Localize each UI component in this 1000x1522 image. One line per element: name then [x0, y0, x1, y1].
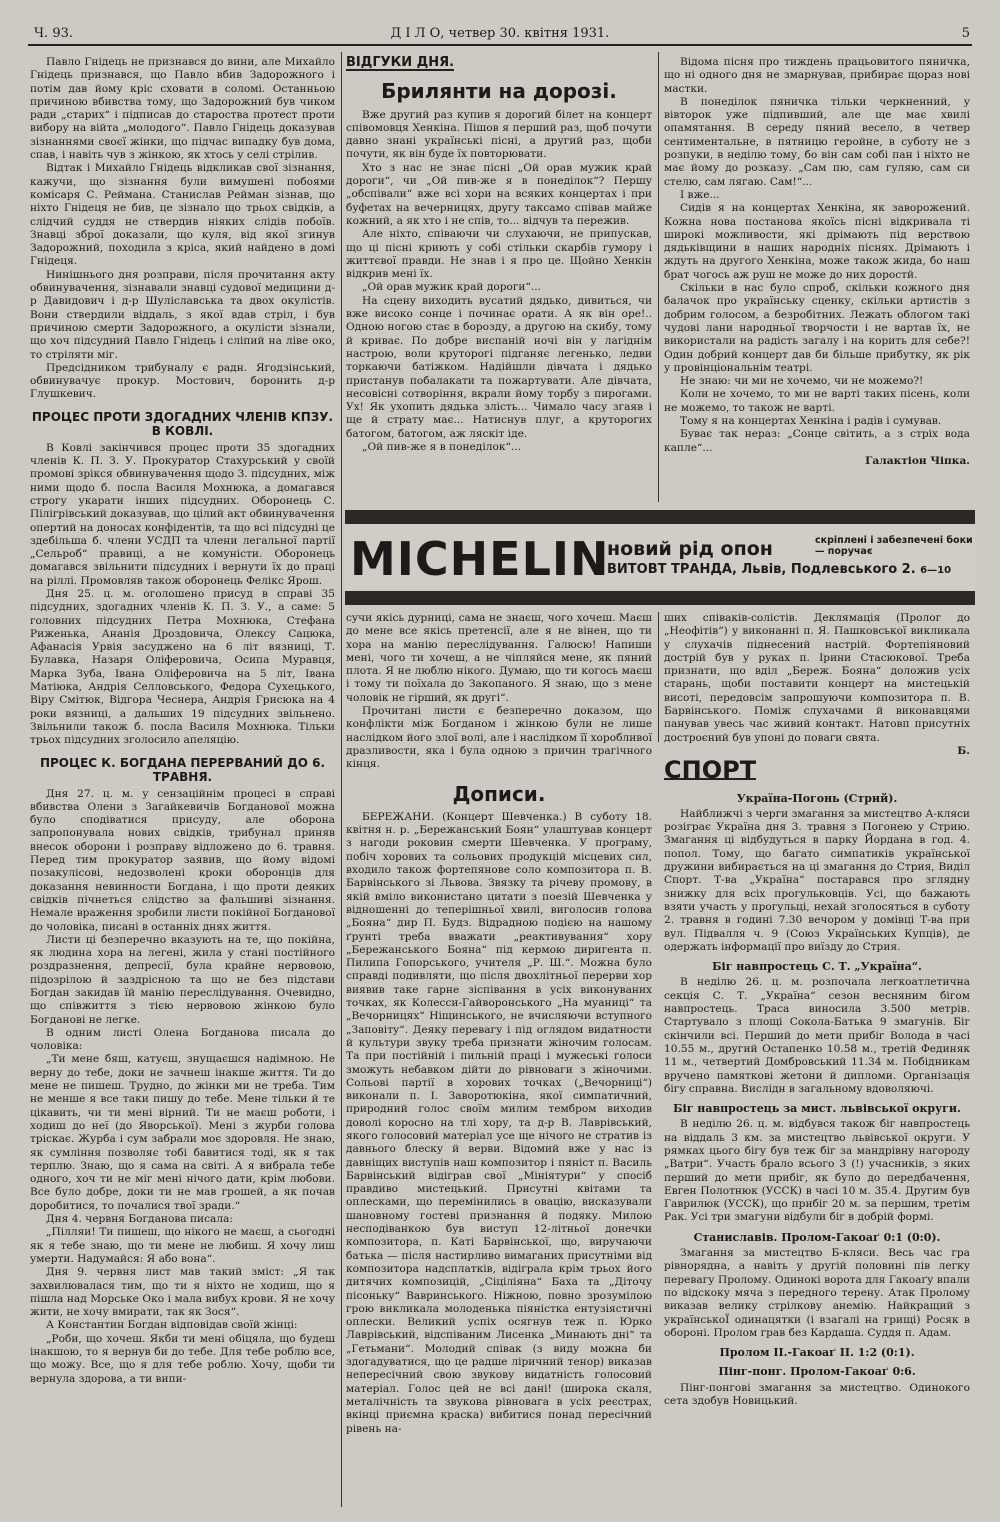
rubric-kicker: ВІДГУКИ ДНЯ. — [346, 56, 455, 70]
article-paragraph: Коли не хочемо, то ми не варті таких пісень, коли не можемо, то також не варті. — [664, 388, 970, 414]
article-paragraph: Буває так нераз: „Сонце світить, а з стріх вода капле“... — [664, 428, 970, 454]
article-paragraph: ших співаків-солістів. Деклямація (Пролог до „Неофітів“) у виконанні п. Я. Пашковської викликала у слухачів піднесений настрій. Фортепіяновий дострій був у руках п. Ірини Стасюкової. Треба признати, що вділ „Береж. Бояна“ доложив усіх старань, щоби поставити концерт на мистецькій висоті, передовсім запрошуючи композитора п. В. Барвінського. Поміж слухачами й виконавцями панував увесь час живий контакт. Натовп присутніх достроєний був упоні до поваги свята. — [664, 612, 970, 744]
article-paragraph: „Пілляи! Ти пишеш, що нікого не маєш, а сьогодні як я тебе знаю, що ти мене не любиш. Я хочу лиш умерти. Надумайся: Я або вона“. — [30, 1226, 335, 1265]
sport-headline: Пролом II.-Гакоаґ II. 1:2 (0:1). — [719, 1346, 915, 1360]
article-paragraph: сучи якісь дурниці, сама не знаєш, чого хочеш. Маєш до мене все якісь претенсії, але я не вінен, що ти хора на манію переслідування. Галюсю! Напиши мені, чого ти хочеш, а не чіпляйся мене, як пяний плота. Я не люблю нікого. Думаю, що ти когось маєш і тому ти поїхала до Закопаного. Я знаю, що з мене чоловік не гірший, як другі“. — [346, 612, 652, 704]
article-paragraph: Павло Гнідець не признався до вини, але Михайло Гнідець признався, що Павло вбив Задорожного і потім дав йому кріс сховати в соломі. Останньою причиною вбивства тому, що Задорожний був чиком ради „старих“ і підписав до староства протест проти вибору на війта „молодого“. Павло Гнідець доказував зізнаннями своєї жінки, що підчас випадку був дома, спав, і навіть чув з жінкою, як хтось у селі стрілив. — [30, 56, 335, 162]
article-paragraph: Дня 9. червня лист мав такий зміст: „Я так захвилювалася тим, що ти я ніхто не ходиш, що я пішла над Морське Око і мала вибух крови. Я не хочу жити, не хочу вмирати, так як Зося“. — [30, 1266, 335, 1319]
article-paragraph: В Ковлі закінчився процес проти 35 здогадних членів К. П. З. У. Прокуратор Стахурський у своїй промові зрікся обвинувачення щодо 3. підсудних, між ними щодо б. посла Василя Мохнюка, а домагався строгу укарати інших підсудних. Оборонець С. Пілігрівський доказував, що цілий акт обвинувачення опертий на доносах конфідентів, та що всі підсудні це здебільша б. члени УСДП та члени легальної партії „Сельроб“ правиці, а не комуністи. Оборонець домагався звільнити підсудних і вернути їх до праці на ріллі. Промовляв також оборонець Фелікс Ярош. — [30, 441, 335, 587]
article-paragraph: „Ти мене бяш, катуєш, знущаєшся надімною. Не верну до тебе, доки не зачнеш інакше життя. Ти до мене не пишеш. Трудно, до жінки ми не треба. Тим не менше я все таки пишу до тебе. Мене тільки й те цікавить, чи ти мені вірний. Ти не маєш роботи, і ходиш до неї (до Яворської). Мені з журби голова тріскає. Журба і сум забрали моє здоровля. Не знаю, як сумління позволяє тобі бавитися тоді, як я так терплю. Знаю, що я сама на світі. А я вибрала тебе одного, хоч ти не міг мені нічого дати, крім любови. Все було добре, доки ти не мав грошей, а як почав доробитися, то почалися твої зради.“ — [30, 1053, 335, 1212]
article-paragraph: Відома пісня про тиждень працьовитого пяничка, що ні одного дня не змарнував, прибирає щораз нові мастки. — [664, 56, 970, 95]
article-paragraph: На сцену виходить вусатий дядько, дивиться, чи вже високо сонце і починає орати. А як він оре!.. Одною ногою стає в борозду, а другою на скибу, тому й криває. По добре виспаній ночі він у лагіднім настрою, воли круторогі підганяє легенько, ледви торкаючи батіжком. Надійшли дівчата і дядько пристанув побалакати та пожартувати. Але дівчата, несовісні сотворіння, вкрали йому торбу з пирогами. Ух! Як ухопить дядька злість... Чимало часу згаяв і ще й страту має... Натиснув плуг, а круторогих батогом, батогом, аж ляскіт іде. — [346, 294, 652, 440]
ad-top-bar — [345, 510, 975, 524]
article-paragraph: БЕРЕЖАНИ. (Концерт Шевченка.) В суботу 18. квітня н. р. „Бережанський Боян“ улаштував концерт з нагоди роковин смерти Шевченка. У програму, побіч хорових та сольових продукцій місцевих сил, входило також фортепянове соло композитора п. В. Барвінського зі Львова. Звязку та річеву промову, в якій вміло виконистано цитати з поезій Шевченка у відношенні до теперішньої хвилі, виголосив голова „Бояна“ дир П. Будз. Відрадною подією на нашому ґрунті треба вважати „реактивування“ хору „Бережанського Бояна“ під кермою диригента п. Пилипа Гопорського, учителя „Р. Ш.“. Можна було справді подивляти, що після двохлітньої перерви хор виявив таке гарне зіспівання в усіх виконуваних точках, як Колесси-Гайворонського „На муаниці“ та „Вечорницях“ Ніщинського, не вчисляючи вступного „Заповіту“. Деяку перевагу і під оглядом видатности й культури звуку треба признати жіночим голосам. Та при постійній і пильній праці і мужеські голоси зможуть небавком дійти до рівноваги з жіночими. Сольові партії в хорових точках („Вечорниці“) виконали п. І. Заворотюкіна, якої симпатичний, природний голос своїм милим тембром виходив доволі коросно на тлі хору, та д-р В. Лаврівський, якого голосовий матеріал усе ще нічого не стратив із давнього блеску й верви. Відомий вже у нас із давніщих виступів наш композитор і пяніст п. Василь Барвінський відіграв свої „Мініятури“ у спосіб правдиво мистецький. Присутні квітами та оплесками, що перемінились в овацію, висказували шановному гостеві признання й подяку. Милою несподіванкою був виступ 12-літньої донечки композитора, п. Каті Барвінської, що, виручаючи батька — після настирливо вимаганих присутніми від композитора надсплатків, відіграла крім трьох його дитячих композицій, „Сіціліяна“ Баха та „Діточу пісоньку“ Вавринського. Ніжною, повно зрозумілою грою викликала молоденька піяністка ентузіястичні оплески. Великий успіх осягнув теж п. Юрко Лаврівський, відспіваним Лисенка „Минають дні“ та „Гетьмани“. Молодий співак (з виду можна би здогадуватися, що це радше ліричний тенор) виказав непересічний свою звукову видатність голосовий матеріал. Голос цей не всі дані! (широка скаля, металічність та звукова рівновага в усіх реєстрах, вкінці приємна краска) вибитися понад пересічний рівень на- — [346, 810, 652, 1435]
ad-line-2 — [607, 562, 951, 577]
article-paragraph: В одним листі Олена Богданова писала до чоловіка: — [30, 1026, 335, 1053]
column-rule — [658, 612, 659, 742]
article-paragraph: Нинішнього дня розправи, після прочитання акту обвинувачення, зізнавали знавці судової медицини д-р Давидович і д-р Шуліславська та двох окулістів. Вони ствердили віддаль, з якої вдав стріл, і був причиною смерти Задорожного, а окулісти зізнали, що хоч підсудний Павло Гнідець і сліпий на ліве око, то стріляти міг. — [30, 268, 335, 361]
column-right-bottom — [664, 612, 970, 1508]
article-paragraph: Дня 25. ц. м. оголошено присуд в справі 35 підсудних, здогадних членів К. П. З. У., а саме: 5 головних підсудних Петра Мохнюка, Стефана Риженька, Ананія Дроздовича, Олексу Сацюка, Афанасія Урвія засуджено на 6 літ вязниці, Т. Булавка, Назаря Оліферовича, Осипа Муравця, Марка Зуба, Івана Оліферовича на 5 літ, Івана Матіюка, Андрія Селловського, Федора Сухецького, Віру Смітюк, Відгора Чеснера, Андрія Грисюка на 4 роки вязниці, а дальших 19 підсудних звільнено. Звільнили також б. посла Василя Мохнюка. Тільки трьох підсудних зголосило апеляцію. — [30, 587, 335, 747]
sport-paragraph: В неділю 26. ц. м. розпочала легкоатлетична секція С. Т. „Україна“ сезон весняним бігом навпростець. Траса виносила 3.500 метрів. Стартувало з площі Сокола-Батька 9 змагунів. Біг скінчили всі. Перший до мети прибіг Волода в часі 10.55 м., другий Остапенко 10.58 м., третій Фединяк 11 м., четвертий Домбровський 11.34 м. Побідникам вручено памяткові жетони й дипломи. Організація бігу справна. Вислідн в загальному вдоволяючі. — [664, 976, 970, 1095]
article-paragraph: Тому я на концертах Хенкіна і радів і сумував. — [680, 415, 942, 428]
article-paragraph: Але ніхто, співаючи чи слухаючи, не припускав, що ці пісні криють у собі стільки скарбів гумору і життєвої правди. Не знав і я про це. Щойно Хенкін відкрив мені їх. — [346, 228, 652, 281]
headline-kovel: ПРОЦЕС ПРОТИ ЗДОГАДНИХ ЧЛЕНІВ КПЗУ. В КОВЛІ. — [31, 409, 334, 438]
sport-paragraph: Змагання за мистецтво Б-кляси. Весь час гра рівнорядна, а навіть у другій половині пів легку перевагу Пролому. Одинокі ворота для Гакоаґу впали по відскоку мяча з передного терену. Атак Пролому виказав велику стрілкову анемію. Найкращий з українськоЇ одинацятки (і взагалі на грищі) Росяк в обороні. Пролом грав без Кардаша. Суддя п. Адам. — [664, 1247, 970, 1339]
column-right-top — [664, 56, 970, 506]
column-middle-bottom — [346, 612, 652, 1508]
masthead-line: Д І Л О, четвер 30. квітня 1931. — [390, 26, 610, 41]
column-left — [30, 56, 335, 1508]
sport-headline: Станиславів. Пролом-Гакоаґ 0:1 (0:0). — [693, 1230, 941, 1244]
article-paragraph: Сидів я на концертах Хенкіна, як заворожений. Кожна нова постанова якоїсь пісні відкривала ті широкі можливости, які дрімають під верствою дядьківщини в наших народніх піснях. Дрімають і ждуть на другого Хенкіна, може також жида, бо наш брат чогось аж руш не може до них доростй. — [664, 202, 970, 281]
article-paragraph: „Роби, що хочеш. Якби ти мені обіцяла, що будеш інакшою, то я вернув би до тебе. Для тебе роблю все, що можу. Все, що я для тебе роблю. Хочу, щоби ти вернула здорова, а ти випи- — [30, 1332, 335, 1385]
sport-headline: Біг навпростець С. Т. „Україна“. — [712, 960, 922, 974]
article-paragraph: Хто з нас не знає пісні „Ой орав мужик край дороги“, чи „Ой пив-же я в понеділок“? Першу „обспівали“ вже всі хори на всяких концертах і при буфетах на вечерницях, другу таксамо співав майже кожний, а як хто і не спів, то... відчув та пережив. — [346, 161, 652, 227]
ad-line-1: новий рід опон — [607, 538, 773, 560]
ad-line-1b: скріплені і забезпечені боки — поручає — [815, 535, 973, 557]
issue-number: Ч. 93. — [34, 26, 73, 41]
article-paragraph: Дня 27. ц. м. у сензаційнім процесі в справі вбивства Олени з Загайкевичів Богданової можна було сподіватися присуду, але оборона запропонувала нових свідків, трибунал приняв внесок оборони і розправу відложено до 6. травня. Перед тим прокуратор заявив, що йому відомі позакулісові, недозволені кроки оборонців для доказання невинности Богдана, і що проти деяких свідків пічнеться слідство за фальшиві зізнання. Немале враження зробили листи покійної Богданової до чоловіка, писані в останніх днях життя. — [30, 787, 335, 933]
article-paragraph: В понеділок пяничка тільки черкненний, у вівторок уже підпивший, але ще має хвилі опамятання. В середу пяний весело, в четвер сентиментальне, в пятницю геройне, в суботу не з розпуки, в неділю тому, бо він сам собі пан і ніхто не має йому до розказу. „Сам пю, сам гуляю, сам си стелю, сам лягаю. Сам!“... — [664, 95, 970, 188]
sport-headline: Біг навпростець за мист. львівської округи. — [673, 1102, 961, 1116]
article-paragraph: Дня 4. червня Богданова писала: — [46, 1213, 233, 1226]
column-rule — [658, 52, 659, 502]
ad-bottom-bar — [345, 591, 975, 605]
sport-paragraph: Пінг-понгові змагання за мистецтво. Одинокого сета здобув Новицький. — [664, 1381, 970, 1408]
article-paragraph: А Константин Богдан відповідав своїй жінці: — [46, 1319, 298, 1332]
article-paragraph: Не знаю: чи ми не хочемо, чи не можемо?! — [680, 375, 924, 388]
section-title-sport: СПОРТ — [664, 756, 757, 785]
column-middle-top — [346, 56, 652, 506]
ad-brand: MICHELIN — [350, 532, 610, 586]
article-paragraph: І вже... — [680, 188, 720, 201]
author-initial: Б. — [957, 744, 970, 757]
article-paragraph: „Ой пив-же я в понеділок“... — [362, 441, 521, 454]
article-paragraph: Відтак і Михайло Гнідець відкликав свої зізнання, кажучи, що зізнання були вимушені побоями комісаря С. Реймана. Станислав Рейман зізнав, що ніхто Гнідеця не бив, це зізнало що трьох свідків, а слідчий суддя не ствердив ніяких слідів побоїв. Знавці зброї доказали, що куля, від якої згинув Задорожний, походила з кріса, який найдено в домі Гнідеця. — [30, 162, 335, 268]
article-paragraph: Скільки в нас було спроб, скільки кожного дня балачок про українську сценку, скільки артистів з добрим голосом, а безробітних. Лежать облогом такі чудові лани народньої творчости і не вартав їх, не використали на радість загалу і на корить для себе?! Один добрий концерт дав би більше прибутку, як рік у провінціональнім театрі. — [664, 282, 970, 374]
sport-headline: Пінг-понг. Пролом-Гакоаґ 0:6. — [718, 1365, 916, 1379]
feuilleton-title: Брилянти на дорозі. — [381, 79, 617, 104]
article-paragraph: Листи ці безперечно вказують на те, що покійна, як людина хора на легені, жила у стані постійного роздразнення, депресії, була крайне нервовою, підозрілою й заздрісною та що не без підстави Богдан закидав їй манію переслідування. Очевидно, що співжиття з тією нервовою жінкою було Богданові не легке. — [30, 933, 335, 1026]
article-paragraph: Предсідником трибуналу є радн. Ягодзінський, обвинувачує прокур. Мостович, боронить д-р Глушкевич. — [30, 361, 335, 401]
ad-dealer: ВИТОВТ ТРАНДА, Львів, Подлевського 2. — [607, 562, 916, 577]
article-paragraph: „Ой орав мужик край дороги“... — [362, 281, 542, 294]
sport-headline: Україна-Погонь (Стрий). — [736, 791, 898, 805]
headline-bohdan: ПРОЦЕС К. БОГДАНА ПЕРЕРВАНИЙ ДО 6. ТРАВНЯ. — [39, 755, 326, 784]
article-paragraph: Вже другий раз купив я дорогий білет на концерт співомовця Хенкіна. Пішов я перший раз, щоб почути давно знані українські пісні, а другий раз, щоби почути, як він буде їх повторювати. — [346, 108, 652, 161]
page-header — [28, 26, 972, 46]
article-paragraph: Прочитані листи є безперечно доказом, що конфлікти між Богданом і жінкою були не лише наслідком його злої волі, але і наслідком її хоробливої дразливости, яка і була одною з причин трагічного кінця. — [346, 705, 652, 771]
author-signature: Галактіон Чіпка. — [865, 454, 970, 467]
section-title-dopysy: Дописи. — [452, 781, 546, 806]
column-rule — [341, 52, 342, 1507]
ad-code: 6—10 — [920, 565, 952, 576]
michelin-advertisement — [345, 510, 975, 605]
sport-paragraph: В неділю 26. ц. м. відбувся також біг навпростець на віддаль 3 км. за мистецтво львівської округи. У рямках цього бігу був теж біг за мандрівну нагороду „Ватри“. Участь брало всього 3 (!) учасників, з яких перший до мети прибіг, як було до передбачення, Евген Полотнюк (УССК) в часі 10 м. 35.4. Другим був Гаврилюк (УССК), що прибіг 20 м. за першим, третім Рак. Усі три змагуни відбули біг в добрій формі. — [664, 1118, 970, 1224]
sport-paragraph: Найближчі з черги змагання за мистецтво А-кляси розіграє Україна дня 3. травня з Погонею у Стрию. Змагання ці відбудуться в парку Йордана в год. 4. попол. Тому, що багато симпатиків української дружини вибирається на ці змагання до Стрия, Виділ Спорт. Т-ва „Україна“ постарався про зглядну знижку для всіх прогульковців. Усі, що бажають взяти участь у прогульці, нехай зголосяться в суботу 2. травня в годині 7.30 вечором у домівці Т-ва при вул. Підвалля ч. 9 (Союз Українських Купців), де одержать інформації про виїзду до Стрия. — [664, 807, 970, 953]
page-number: 5 — [961, 26, 970, 41]
